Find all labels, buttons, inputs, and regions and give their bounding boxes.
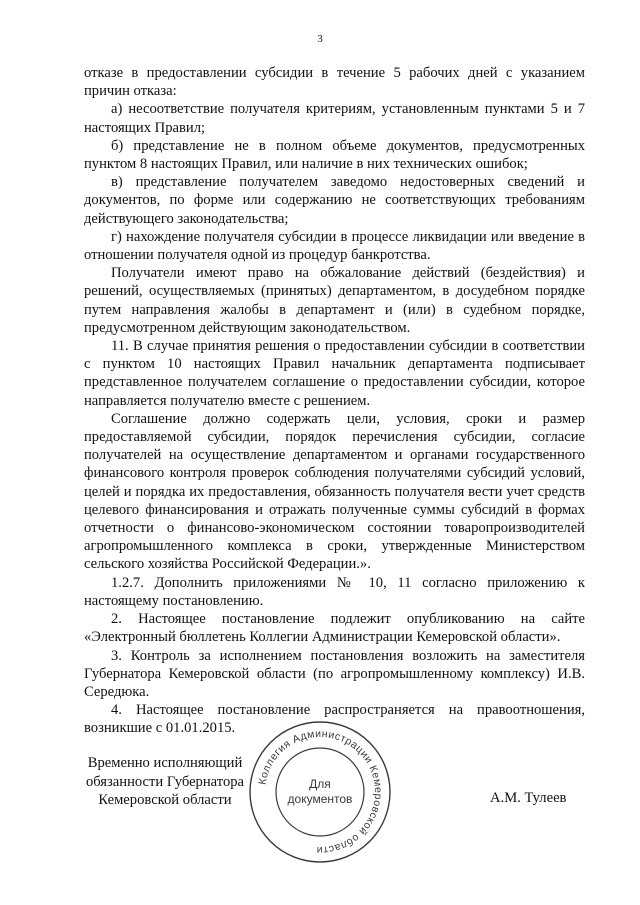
signer-position-line: Кемеровской области	[98, 792, 232, 808]
seal-center-line: документов	[287, 792, 353, 806]
seal-center-line: Для	[309, 777, 331, 791]
paragraph-item-2: 2. Настоящее постановление подлежит опубликованию на сайте «Электронный бюллетень Коллегии Администрации Кемеровской области».	[84, 611, 585, 646]
page-number: 3	[317, 33, 323, 45]
official-seal	[245, 717, 395, 867]
signer-position	[80, 754, 250, 810]
paragraph-item-4: 4. Настоящее постановление распространяется на правоотношения, возникшие с 01.01.2015.	[84, 702, 585, 737]
paragraph-appeal-right: Получатели имеют право на обжалование действий (бездействия) и решений, осуществляемых (принятых) департаментом, в досудебном порядке путем направления жалобы в департамент и (или) в судебном порядке, предусмотренном действующим законодательством.	[84, 265, 585, 336]
paragraph-item-3: 3. Контроль за исполнением постановления возложить на заместителя Губернатора Кемеровской области (по агропромышленному комплексу) И.В. Середюка.	[84, 647, 585, 700]
signer-position-line: обязанности Губернатора	[85, 773, 245, 790]
paragraph-reason-a: а) несоответствие получателя критериям, установленным пунктами 5 и 7 настоящих Правил;	[84, 101, 585, 136]
paragraph-item-1-2-7: 1.2.7. Дополнить приложениями № 10, 11 согласно приложению к настоящему постановлению.	[84, 574, 585, 609]
document-body	[84, 64, 585, 738]
seal-ring-text: Коллегия Администрации Кемеровской области	[256, 727, 385, 857]
paragraph-agreement: Соглашение должно содержать цели, условия, сроки и размер предоставляемой субсидии, порядок перечисления субсидии, согласие получателей на осуществление департаментом и органами государственного финансового контроля проверок соблюдения получателями субсидий условий, целей и порядка их предоставления, обязанность получателя вести учет средств целевого финансирования и отражать полученные суммы субсидий в формах отчетности о финансово-экономическом состоянии товаропроизводителей агропромышленного комплекса в сроки, утвержденные Министерством сельского хозяйства Российской Федерации.».	[84, 410, 585, 573]
paragraph-reason-d: г) нахождение получателя субсидии в процессе ликвидации или введение в отношении получателя одной из процедур банкротства.	[84, 228, 585, 264]
signer-position-line: Временно исполняющий	[87, 755, 243, 771]
seal-icon	[245, 717, 395, 867]
paragraph-continuation: отказе в предоставлении субсидии в течение 5 рабочих дней с указанием причин отказа:	[84, 65, 585, 100]
paragraph-reason-b: б) представление не в полном объеме документов, предусмотренных пунктом 8 настоящих Правил, или наличие в них технических ошибок;	[84, 137, 585, 173]
paragraph-item-11: 11. В случае принятия решения о предоставлении субсидии в соответствии с пунктом 10 настоящих Правил начальник департамента подписывает представленное получателем соглашение о предоставлении субсидии, которое направляется получателю вместе с решением.	[84, 338, 585, 409]
paragraph-reason-c: в) представление получателем заведомо недостоверных сведений и документов, по форме или содержанию не соответствующих требованиям действующего законодательства;	[84, 174, 585, 227]
signer-name: А.М. Тулеев	[490, 790, 567, 806]
